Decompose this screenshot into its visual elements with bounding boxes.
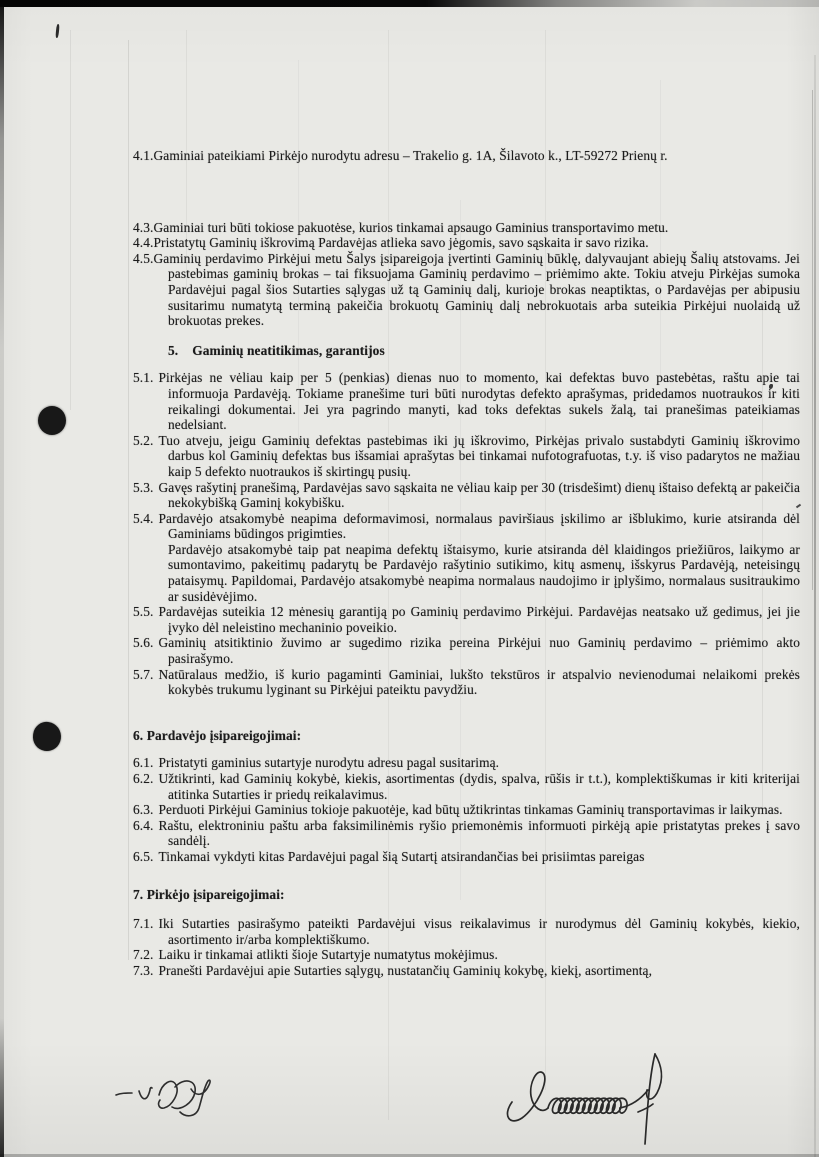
hole-punch-mark-upper	[38, 406, 66, 435]
clause-5-6	[133, 635, 800, 666]
section-number: 7.	[133, 886, 144, 902]
clause-text: Gaminių atsitiktinio žuvimo ar sugedimo rizika pereina Pirkėjui nuo Gaminių perdavimo – priėmimo akto pasirašymo.	[158, 635, 800, 667]
clause-6-1	[133, 755, 800, 771]
clause-6-3	[133, 802, 800, 818]
clause-7-1	[133, 916, 800, 947]
clause-text: Pristatytų Gaminių iškrovimą Pardavėjas atlieka savo jėgomis, savo sąskaita ir savo rizika.	[153, 235, 649, 251]
ink-mark	[55, 24, 59, 38]
section-number: 5.	[168, 342, 179, 358]
clause-5-5	[133, 604, 800, 635]
clause-text: Perduoti Pirkėjui Gaminius tokioje pakuotėje, kad būtų užtikrintas tinkamas Gaminių transportavimas ir laikymas.	[158, 802, 783, 818]
clause-4-5	[133, 251, 800, 329]
section-title: Pardavėjo įsipareigojimai:	[146, 727, 302, 743]
clause-text: Pardavėjo atsakomybė neapima deformavimosi, normalaus paviršiaus įskilimo ar išblukimo, kurie atsiranda dėl Gaminiams būdingos prigimties.	[158, 510, 800, 542]
clause-number: 5.7.	[133, 666, 154, 682]
section-6-heading	[133, 728, 800, 744]
clause-number: 5.6.	[133, 635, 154, 651]
clause-text: Tinkamai vykdyti kitas Pardavėjui pagal šią Sutartį atsirandančias bei prisiimtas pareigas	[158, 848, 645, 864]
clause-text: Pardavėjo atsakomybė taip pat neapima defektų ištaisymo, kurie atsiranda dėl klaidingos priežiūros, laikymo ar sumontavimo, pakeitimų padarytų be Pardavėjo rašytinio sutikimo, kitų asmenų, išskyrus Pardavėją, neteisingų pataisymų. Papildomai, Pardavėjo atsakomybė neapima normalaus naudojimo ir įplyšimo, normalaus susitraukimo ar susidėvėjimo.	[168, 541, 800, 604]
clause-number: 4.5.	[133, 250, 154, 266]
clause-number: 5.1.	[133, 370, 154, 386]
clause-4-3	[133, 220, 800, 236]
clause-5-4	[133, 511, 800, 542]
clause-number: 5.4.	[133, 510, 154, 526]
clause-text: Užtikrinti, kad Gaminių kokybė, kiekis, asortimentas (dydis, spalva, rūšis ir t.t.), komplektiškumas ir kiti kriterijai atitinka Sutarties ir priedų reikalavimus.	[158, 771, 800, 802]
contract-text	[133, 148, 800, 979]
clause-6-4	[133, 818, 800, 849]
scan-streak	[70, 30, 71, 410]
clause-text: Iki Sutarties pasirašymo pateikti Pardavėjui visus reikalavimus ir nurodymus dėl Gaminių kokybės, kiekio, asortimento ir/arba komplektiškumo.	[158, 916, 800, 947]
clause-number: 4.1.	[133, 148, 154, 163]
clause-number: 6.2.	[133, 771, 154, 786]
handwritten-signature-left	[112, 1068, 272, 1126]
clause-number: 6.3.	[133, 802, 154, 818]
clause-5-3	[133, 480, 800, 511]
scan-streak	[812, 90, 813, 590]
clause-text: Gaminiai pateikiami Pirkėjo nurodytu adresu – Trakelio g. 1A, Šilavoto k., LT-59272 Prienų r.	[153, 148, 668, 163]
clause-7-2	[133, 947, 800, 963]
scan-edge-left	[0, 0, 4, 1157]
clause-text: Gaminiai turi būti tokiose pakuotėse, kurios tinkamai apsaugo Gaminius transportavimo metu.	[153, 219, 669, 235]
clause-text: Pristatyti gaminius sutartyje nurodytu adresu pagal susitarimą.	[158, 755, 500, 771]
hole-punch-mark-lower	[31, 720, 63, 753]
section-title: Pirkėjo įsipareigojimai:	[146, 886, 285, 902]
section-5-heading	[133, 343, 800, 359]
clause-number: 7.1.	[133, 916, 154, 932]
clause-text: Pranešti Pardavėjui apie Sutarties sąlygų, nustatančių Gaminių kokybę, kiekį, asortimentą,	[158, 962, 653, 978]
clause-6-2	[133, 771, 800, 802]
clause-text: Laiku ir tinkamai atlikti šioje Sutartyje numatytus mokėjimus.	[158, 947, 498, 963]
clause-4-4	[133, 235, 800, 251]
clause-5-7	[133, 667, 800, 698]
clause-number: 6.1.	[133, 755, 154, 771]
handwritten-signature-right	[498, 1050, 688, 1148]
clause-number: 7.3.	[133, 962, 154, 978]
clause-number: 5.3.	[133, 479, 154, 495]
clause-6-5	[133, 849, 800, 865]
clause-5-2	[133, 433, 800, 480]
clause-number: 4.3.	[133, 219, 154, 235]
scan-edge-right	[814, 55, 816, 1157]
clause-text: Pirkėjas ne vėliau kaip per 5 (penkias) dienas nuo to momento, kai defektas buvo pastebėtas, raštu apie tai informuoja Pardavėją. Tokiame pranešime turi būti nurodytas defekto aprašymas, pridedamos nuotraukos ir kiti reikalingi dokumentai. Jei yra pagrindo manyti, kad toks defektas sukels žalą, tai pranešimas pateikiamas nedelsiant.	[158, 370, 800, 433]
clause-text: Natūralaus medžio, iš kurio pagaminti Gaminiai, lukšto tekstūros ir atspalvio nevienodumai nelaikomi prekės kokybės trukumu lyginant su Pirkėjui pateiktu pavydžiu.	[158, 666, 800, 698]
section-number: 6.	[133, 727, 144, 743]
scan-streak	[128, 40, 129, 960]
clause-text: Pardavėjas suteikia 12 mėnesių garantiją po Gaminių perdavimo Pirkėjui. Pardavėjas neatsako už gedimus, jei jie įvyko dėl neleistino mechaninio poveikio.	[158, 604, 800, 635]
clause-number: 6.5.	[133, 848, 154, 864]
clause-number: 4.4.	[133, 235, 154, 251]
clause-number: 6.4.	[133, 817, 154, 833]
clause-number: 7.2.	[133, 947, 154, 963]
clause-text: Tuo atveju, jeigu Gaminių defektas pastebimas iki jų iškrovimo, Pirkėjas privalo sustabdyti Gaminių iškrovimo darbus kol Gaminių defektas bus išsamiai aprašytas bei tinkamai nufotografuotas, t.y. iš viso padarytos ne mažiau kaip 5 defekto nuotraukos iš skirtingų pusių.	[158, 432, 800, 479]
clause-7-3	[133, 963, 800, 979]
clause-text: Raštu, elektroniniu paštu arba faksimilinėmis ryšio priemonėmis informuoti pirkėją apie pristatytas prekes į savo sandėlį.	[158, 817, 800, 849]
clause-text: Gavęs rašytinį pranešimą, Pardavėjas savo sąskaita ne vėliau kaip per 30 (trisdešimt) dienų ištaiso defektą ar pakeičia nekokybišką Gaminį kokybišku.	[158, 479, 800, 511]
clause-number: 5.2.	[133, 432, 154, 448]
clause-5-4-continuation	[133, 542, 800, 604]
section-7-heading	[133, 887, 800, 903]
scan-edge-top	[0, 0, 819, 7]
clause-text: Gaminių perdavimo Pirkėjui metu Šalys įsipareigoja įvertinti Gaminių būklę, dalyvaujant abiejų Šalių atstovams. Jei pastebimas gaminių brokas – tai fiksuojama Gaminių perdavimo – priėmimo akte. Tokiu atveju Pirkėjas sumoka Pardavėjui pagal šios Sutarties sąlygas už tą Gaminių dalį, kurioje brokas neaptiktas, o Pardavėjas per abipusiu susitarimu numatytą terminą pakeičia brokuotų Gaminių dalį nebrokuotais arba suteikia Pirkėjui nuolaidą už brokuotas prekes.	[153, 250, 800, 329]
clause-5-1	[133, 370, 800, 432]
clause-number: 5.5.	[133, 604, 154, 620]
clause-4-1	[133, 148, 800, 164]
section-title: Gaminių neatitikimas, garantijos	[192, 342, 385, 358]
